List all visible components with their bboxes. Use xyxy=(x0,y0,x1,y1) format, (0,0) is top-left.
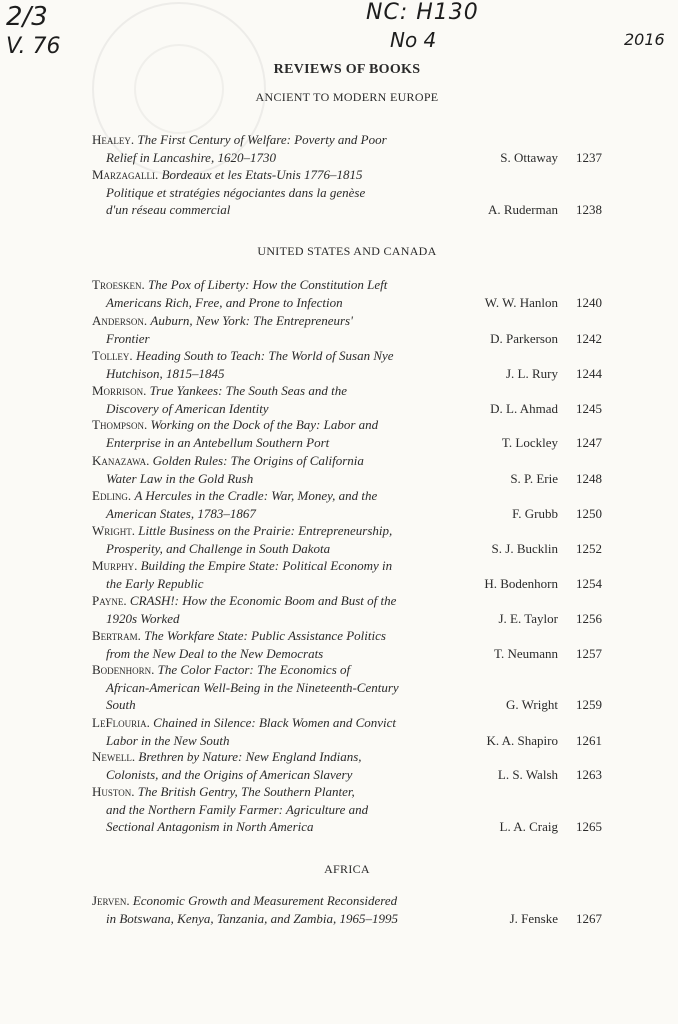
reviewer-name: S. Ottaway xyxy=(500,149,558,165)
book-title-line: Americans Rich, Free, and Prone to Infection xyxy=(106,294,343,310)
review-citation xyxy=(92,783,442,836)
book-title-line: Discovery of American Identity xyxy=(106,400,269,416)
review-entry xyxy=(92,661,602,714)
book-title-line: Politique et stratégies négociantes dans la genèse xyxy=(106,184,366,200)
reviewer-name: T. Neumann xyxy=(493,645,558,661)
book-title-line: African-American Well-Being in the Nineteenth-Century xyxy=(106,679,399,695)
book-title-line: in Botswana, Kenya, Tanzania, and Zambia, 1965–1995 xyxy=(106,910,399,926)
page-number: 1263 xyxy=(576,766,602,782)
review-entry xyxy=(92,714,602,749)
reviewer-name: T. Lockley xyxy=(501,434,558,450)
review-author: Bodenhorn. xyxy=(92,662,155,677)
page-number: 1250 xyxy=(576,505,602,521)
page-number: 1247 xyxy=(576,434,602,450)
page-number: 1257 xyxy=(576,645,602,661)
review-citation xyxy=(92,487,442,522)
reviewer-name: S. J. Bucklin xyxy=(491,540,558,556)
review-entry xyxy=(92,522,602,557)
review-entry xyxy=(92,892,602,927)
book-title-line: Sectional Antagonism in North America xyxy=(106,819,314,834)
review-entry xyxy=(92,783,602,836)
book-title-line: American States, 1783–1867 xyxy=(106,505,256,521)
review-entry xyxy=(92,452,602,487)
book-title-line: True Yankees: The South Seas and the xyxy=(149,383,347,398)
book-title-line: Little Business on the Prairie: Entrepreneurship, xyxy=(138,523,393,538)
book-title-line: Brethren by Nature: New England Indians, xyxy=(138,749,362,764)
book-title-line: CRASH!: How the Economic Boom and Bust of the xyxy=(129,593,397,608)
section-heading: UNITED STATES AND CANADA xyxy=(257,244,437,258)
book-title-line: Building the Empire State: Political Economy in xyxy=(140,558,393,573)
book-title-line: The Pox of Liberty: How the Constitution Left xyxy=(147,277,388,292)
book-title-line: South xyxy=(106,697,136,712)
review-author: Payne. xyxy=(92,593,127,608)
page-number: 1245 xyxy=(576,400,602,416)
book-title-line: Frontier xyxy=(106,330,150,346)
review-entry xyxy=(92,166,602,219)
review-author: Tolley. xyxy=(92,348,133,363)
page-number: 1240 xyxy=(576,294,602,310)
reviewer-name: L. S. Walsh xyxy=(497,766,558,782)
review-citation xyxy=(92,166,442,219)
reviewer-name: G. Wright xyxy=(506,697,558,712)
review-citation xyxy=(92,312,442,347)
book-title-line: The Workfare State: Public Assistance Politics xyxy=(144,628,386,643)
review-author: Wright. xyxy=(92,523,136,538)
book-title-line: Hutchison, 1815–1845 xyxy=(106,365,225,381)
review-author: Newell. xyxy=(92,749,136,764)
handwritten-call-number: NC: H130 xyxy=(366,0,479,25)
review-author: Troesken. xyxy=(92,277,145,292)
reviewer-name: S. P. Erie xyxy=(510,470,558,486)
book-title-line: Prosperity, and Challenge in South Dakota xyxy=(106,540,331,556)
review-author: Marzagalli. xyxy=(92,167,159,182)
review-citation xyxy=(92,347,442,382)
review-citation xyxy=(92,714,442,749)
page-number: 1238 xyxy=(576,202,602,217)
page-number: 1265 xyxy=(576,819,602,834)
book-title-line: The First Century of Welfare: Poverty and Poor xyxy=(137,132,387,147)
book-title-line: Bordeaux et les Etats-Unis 1776–1815 xyxy=(161,167,363,182)
review-entry xyxy=(92,347,602,382)
book-title-line: Auburn, New York: The Entrepreneurs' xyxy=(150,313,353,328)
section-heading: ANCIENT TO MODERN EUROPE xyxy=(255,90,439,104)
book-title-line: the Early Republic xyxy=(106,575,204,591)
review-citation xyxy=(92,416,442,451)
review-author: Huston. xyxy=(92,784,135,799)
review-citation xyxy=(92,627,442,662)
reviewer-name: W. W. Hanlon xyxy=(484,294,558,310)
review-citation xyxy=(92,522,442,557)
review-entry xyxy=(92,416,602,451)
reviewer-name: D. Parkerson xyxy=(490,330,558,346)
review-author: Anderson. xyxy=(92,313,148,328)
page-number: 1252 xyxy=(576,540,602,556)
book-title-line: Relief in Lancashire, 1620–1730 xyxy=(106,149,276,165)
page-number: 1261 xyxy=(576,732,602,748)
handwritten-note: 2/3 xyxy=(6,2,48,32)
handwritten-note: V. 76 xyxy=(6,34,61,59)
review-author: Thompson. xyxy=(92,417,148,432)
review-author: Morrison. xyxy=(92,383,147,398)
review-entry xyxy=(92,748,602,783)
review-entry xyxy=(92,627,602,662)
review-entry xyxy=(92,276,602,311)
page-number: 1267 xyxy=(576,910,602,926)
review-citation xyxy=(92,892,442,927)
page-number: 1248 xyxy=(576,470,602,486)
reviewer-name: F. Grubb xyxy=(512,505,558,521)
page-number: 1254 xyxy=(576,575,602,591)
review-entry xyxy=(92,382,602,417)
book-title-line: 1920s Worked xyxy=(106,610,180,626)
handwritten-issue-number: No 4 xyxy=(390,28,437,52)
book-title-line: Heading South to Teach: The World of Susan Nye xyxy=(135,348,394,363)
book-title-line: Economic Growth and Measurement Reconsidered xyxy=(132,893,398,908)
book-title-line: and the Northern Family Farmer: Agriculture and xyxy=(106,801,369,817)
reviewer-name: J. L. Rury xyxy=(506,365,558,381)
book-title-line: Water Law in the Gold Rush xyxy=(106,470,254,486)
review-author: Edling. xyxy=(92,488,132,503)
reviewer-name: L. A. Craig xyxy=(499,819,558,834)
page-number: 1244 xyxy=(576,365,602,381)
book-title-line: The British Gentry, The Southern Planter, xyxy=(137,784,355,799)
book-title-line: Working on the Dock of the Bay: Labor and xyxy=(150,417,379,432)
review-author: LeFlouria. xyxy=(92,715,150,730)
review-citation xyxy=(92,382,442,417)
review-author: Healey. xyxy=(92,132,135,147)
review-entry xyxy=(92,557,602,592)
page-number: 1242 xyxy=(576,330,602,346)
reviewer-name: J. E. Taylor xyxy=(498,610,558,626)
review-author: Kanazawa. xyxy=(92,453,150,468)
handwritten-year: 2016 xyxy=(624,30,665,49)
review-citation xyxy=(92,557,442,592)
review-author: Murphy. xyxy=(92,558,138,573)
review-citation xyxy=(92,592,442,627)
book-title-line: Enterprise in an Antebellum Southern Port xyxy=(106,434,330,450)
book-title-line: The Color Factor: The Economics of xyxy=(157,662,351,677)
reviewer-name: J. Fenske xyxy=(509,910,558,926)
review-citation xyxy=(92,131,442,166)
page-number: 1256 xyxy=(576,610,602,626)
book-title-line: from the New Deal to the New Democrats xyxy=(106,645,324,661)
book-title-line: d'un réseau commercial xyxy=(106,202,231,217)
book-title-line: Labor in the New South xyxy=(106,732,230,748)
page-title: REVIEWS OF BOOKS xyxy=(273,62,421,77)
book-title-line: Chained in Silence: Black Women and Convict xyxy=(153,715,397,730)
book-title-line: A Hercules in the Cradle: War, Money, and the xyxy=(134,488,378,503)
review-citation xyxy=(92,276,442,311)
review-author: Bertram. xyxy=(92,628,141,643)
review-citation xyxy=(92,661,442,714)
reviewer-name: K. A. Shapiro xyxy=(486,732,558,748)
book-title-line: Colonists, and the Origins of American Slavery xyxy=(106,766,353,782)
review-citation xyxy=(92,452,442,487)
review-entry xyxy=(92,487,602,522)
page-number: 1237 xyxy=(576,149,602,165)
reviewer-name: D. L. Ahmad xyxy=(490,400,558,416)
reviewer-name: A. Ruderman xyxy=(487,202,558,217)
review-entry xyxy=(92,131,602,166)
page-number: 1259 xyxy=(576,697,602,712)
review-entry xyxy=(92,592,602,627)
section-heading: AFRICA xyxy=(324,862,370,876)
review-entry xyxy=(92,312,602,347)
reviewer-name: H. Bodenhorn xyxy=(484,575,558,591)
review-author: Jerven. xyxy=(92,893,130,908)
book-title-line: Golden Rules: The Origins of California xyxy=(152,453,364,468)
review-citation xyxy=(92,748,442,783)
